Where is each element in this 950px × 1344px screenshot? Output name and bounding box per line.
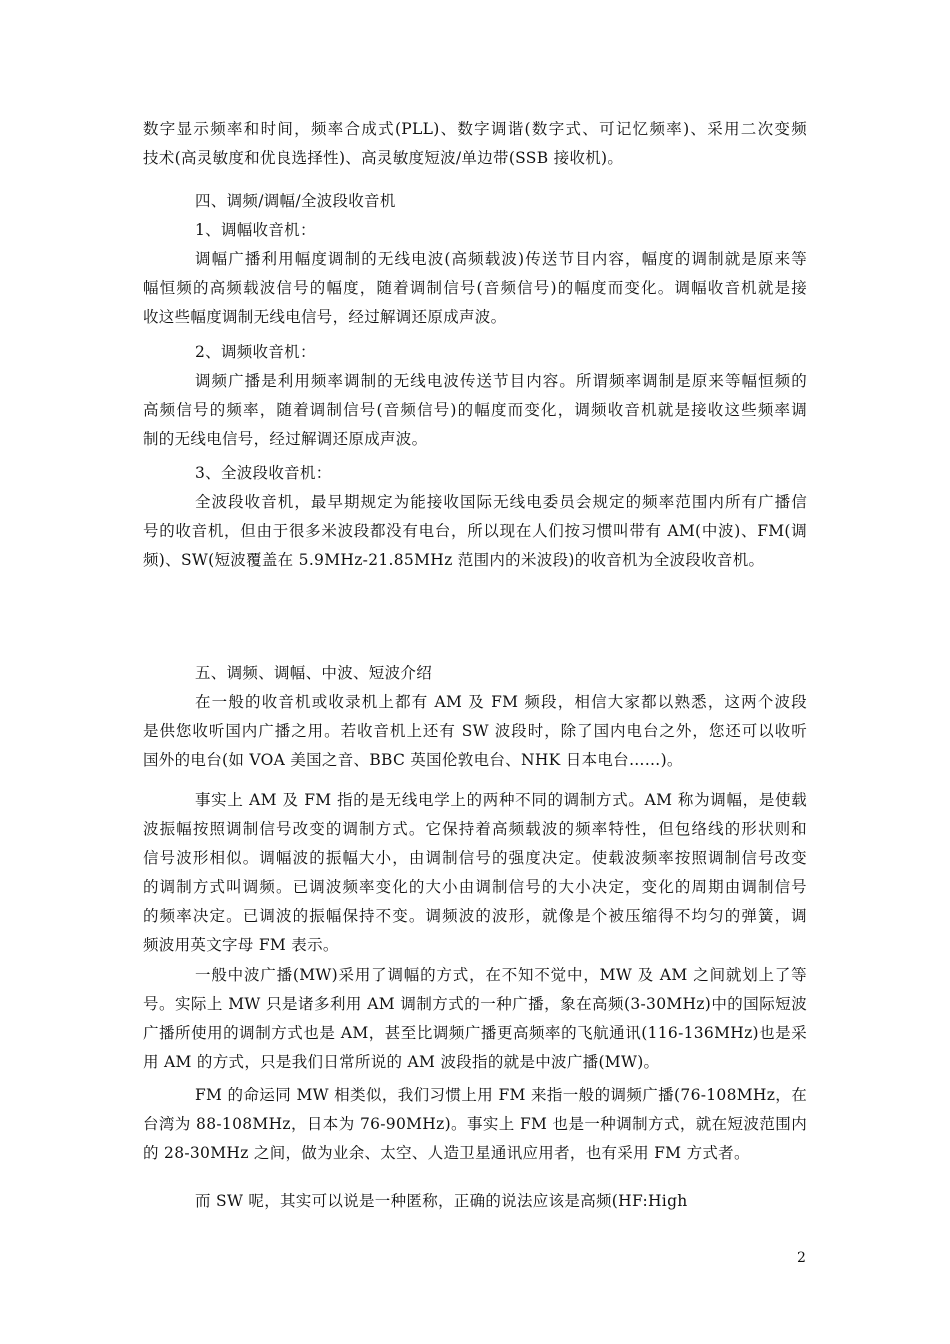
text-line: 调频广播是利用频率调制的无线电波传送节目内容。所谓频率调制是原来等幅恒频的 [195, 372, 807, 390]
text-line: 全波段收音机，最早期规定为能接收国际无线电委员会规定的频率范围内所有广播信 [195, 493, 807, 511]
text-line: 技术(高灵敏度和优良选择性)、高灵敏度短波/单边带(SSB 接收机)。 [143, 149, 624, 167]
text-line: 号。实际上 MW 只是诸多利用 AM 调制方式的一种广播，象在高频(3-30MHz)中的国际短波 [143, 995, 807, 1013]
text-line: 收这些幅度调制无线电信号，经过解调还原成声波。 [143, 308, 507, 326]
text-line: 制的无线电信号，经过解调还原成声波。 [143, 430, 428, 448]
text-line: 广播所使用的调制方式也是 AM，甚至比调频广播更高频率的飞航通讯(116-136MHz)也是采 [143, 1024, 807, 1042]
text-line: 的 28-30MHz 之间，做为业余、太空、人造卫星通讯应用者，也有采用 FM 方式者。 [143, 1144, 750, 1162]
text-line: 数字显示频率和时间，频率合成式(PLL)、数字调谐(数字式、可记忆频率)、采用二次变频 [143, 120, 807, 138]
page-number: 2 [797, 1250, 806, 1266]
text-line: 信号波形相似。调幅波的振幅大小，由调制信号的强度决定。使载波频率按照调制信号改变 [143, 849, 807, 867]
text-line: 五、调频、调幅、中波、短波介绍 [195, 664, 433, 682]
paragraph-block [143, 1187, 807, 1216]
text-line: 的频率决定。已调波的振幅保持不变。调频波的波形，就像是个被压缩得不均匀的弹簧，调 [143, 907, 807, 925]
paragraph-block [143, 187, 807, 332]
text-line: 而 SW 呢，其实可以说是一种匿称，正确的说法应该是高频(HF:High [195, 1192, 688, 1210]
text-line: 高频信号的频率，随着调制信号(音频信号)的幅度而变化，调频收音机就是接收这些频率调 [143, 401, 807, 419]
text-line: 波振幅按照调制信号改变的调制方式。它保持着高频载波的频率特性，但包络线的形状则和 [143, 820, 807, 838]
paragraph-block [143, 786, 807, 960]
text-line: 调幅广播利用幅度调制的无线电波(高频载波)传送节目内容，幅度的调制就是原来等 [195, 250, 807, 268]
text-line: 是供您收听国内广播之用。若收音机上还有 SW 波段时，除了国内电台之外，您还可以收听 [143, 722, 807, 740]
text-line: 1、调幅收音机： [195, 221, 316, 239]
text-line: 事实上 AM 及 FM 指的是无线电学上的两种不同的调制方式。AM 称为调幅，是使载 [195, 791, 807, 809]
text-line: 四、调频/调幅/全波段收音机 [195, 192, 396, 210]
paragraph-block [143, 338, 807, 454]
paragraph-block [143, 1081, 807, 1168]
text-line: 频波用英文字母 FM 表示。 [143, 936, 339, 954]
text-line: 2、调频收音机： [195, 343, 316, 361]
text-line: 的调制方式叫调频。已调波频率变化的大小由调制信号的大小决定，变化的周期由调制信号 [143, 878, 807, 896]
paragraph-block [143, 961, 807, 1077]
text-line: 台湾为 88-108MHz，日本为 76-90MHz)。事实上 FM 也是一种调制方式，就在短波范围内 [143, 1115, 807, 1133]
paragraph-block [143, 115, 807, 173]
text-line: 国外的电台(如 VOA 美国之音、BBC 英国伦敦电台、NHK 日本电台……)。 [143, 751, 683, 769]
text-line: 频)、SW(短波覆盖在 5.9MHz-21.85MHz 范围内的米波段)的收音机为全波段收音机。 [143, 551, 765, 569]
text-line: FM 的命运同 MW 相类似，我们习惯上用 FM 来指一般的调频广播(76-108MHz，在 [195, 1086, 807, 1104]
text-line: 用 AM 的方式，只是我们日常所说的 AM 波段指的就是中波广播(MW)。 [143, 1053, 660, 1071]
text-line: 在一般的收音机或收录机上都有 AM 及 FM 频段，相信大家都以熟悉，这两个波段 [195, 693, 807, 711]
paragraph-block [143, 659, 807, 775]
text-line: 一般中波广播(MW)采用了调幅的方式，在不知不觉中，MW 及 AM 之间就划上了等 [195, 966, 807, 984]
paragraph-block [143, 459, 807, 575]
text-line: 幅恒频的高频载波信号的幅度，随着调制信号(音频信号)的幅度而变化。调幅收音机就是接 [143, 279, 807, 297]
text-line: 3、全波段收音机： [195, 464, 332, 482]
text-line: 号的收音机，但由于很多米波段都没有电台，所以现在人们按习惯叫带有 AM(中波)、FM(调 [143, 522, 807, 540]
